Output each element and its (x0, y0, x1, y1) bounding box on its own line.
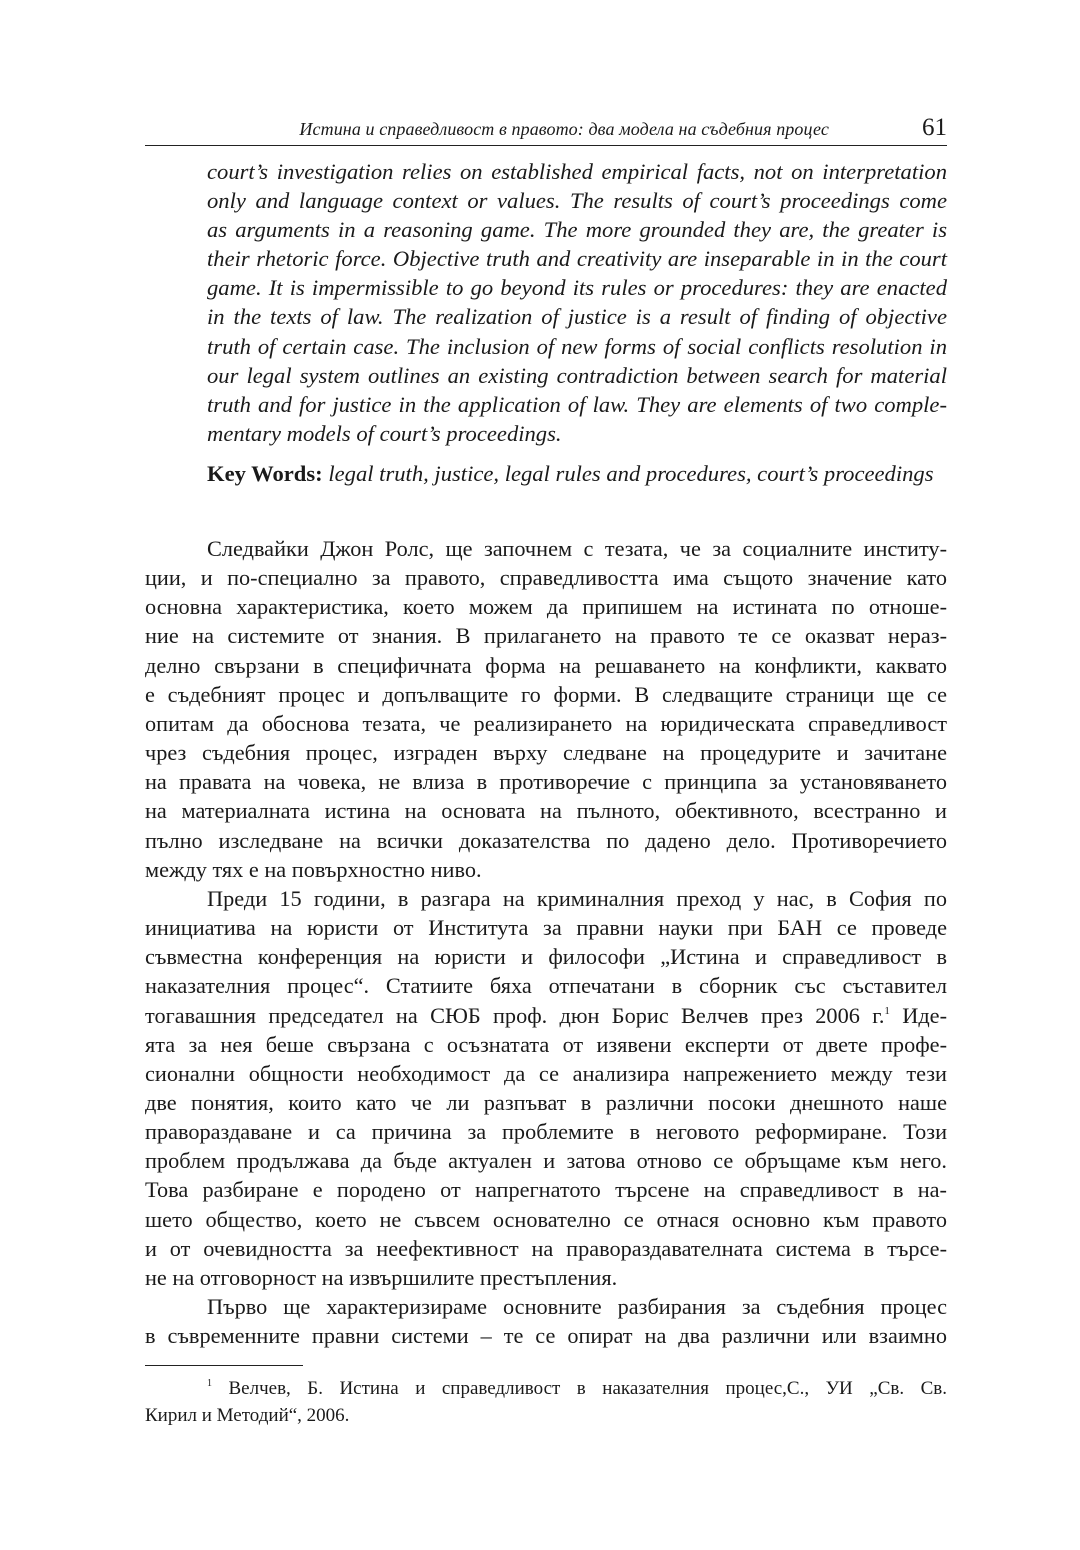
abstract-line: truth and for justice in the application of law. They are elements of two comple- (207, 391, 947, 417)
footnote (145, 1376, 947, 1429)
keywords-label: Key Words: (207, 461, 323, 486)
body-line (145, 1001, 947, 1030)
body-line: сионални общности необходимост да се анализира напрежението между тези (145, 1060, 947, 1086)
footnote-line (145, 1376, 947, 1403)
body-line: проблем продължава да бъде актуален и затова отново се обръщаме към него. (145, 1148, 947, 1174)
page-number: 61 (922, 114, 947, 141)
abstract-line: game. It is impermissible to go beyond its rules or procedures: they are enacted (207, 275, 947, 301)
body-line: правораздаване и са причина за проблемите в неговото реформиране. Този (145, 1119, 947, 1145)
body-line: на материалната истина на основата на пълното, обективното, всестранно и (145, 798, 947, 824)
body-line: в съвременните правни системи – те се опират на два различни или взаимно (145, 1323, 947, 1349)
footnote-reference[interactable]: 1 (884, 1004, 890, 1017)
body-line: и от очевидността за неефективност на правораздавателната система в търсе- (145, 1235, 947, 1261)
body-text (145, 534, 947, 1350)
body-line: между тях е на повърхностно ниво. (145, 856, 482, 882)
body-line: на правата на човека, не влиза в противоречие с принципа за установяването (145, 769, 947, 795)
english-abstract (207, 157, 947, 448)
body-line: две понятия, които като че ли разпъват в различни посоки днешното наше (145, 1089, 947, 1115)
body-line: чрез съдебния процес, изграден върху следване на процедурите и зачитане (145, 740, 947, 766)
abstract-line: our legal system outlines an existing contradiction between search for material (207, 362, 947, 388)
keywords-text: legal truth, justice, legal rules and procedures, court’s proceedings (328, 461, 934, 486)
running-header (145, 113, 947, 146)
body-line: Първо ще характеризираме основните разбирания за съдебния процес (207, 1294, 947, 1320)
running-title: Истина и справедливост в правото: два модела на съдебния процес (299, 119, 829, 139)
body-line: Това разбиране е породено от напрегнатото търсене на справедливост в на- (145, 1177, 947, 1203)
body-line: Следвайки Джон Ролс, ще започнем с тезата, че за социалните институ- (207, 536, 947, 561)
body-line: не на отговорност на извършилите престъпления. (145, 1264, 618, 1290)
body-line: съвместна конференция на юристи и философи „Истина и справедливост в (145, 944, 947, 970)
body-line: е съдебният процес и допълващите го форми. В следващите страници ще се (145, 681, 947, 707)
body-line: опитам да обосновa тезата, че реализирането на юридическата справедливост (145, 710, 947, 736)
body-line: наказателния процес“. Статиите бяха отпечатани в сборник със съставител (145, 973, 947, 999)
abstract-line: mentary models of court’s proceedings. (207, 420, 562, 446)
body-line: ята за нея беше свързана с осъзнатата от изявени експерти от двете профе- (145, 1031, 947, 1057)
body-line: пълно изследване на всички доказателства по дадено дело. Противоречието (145, 827, 947, 853)
abstract-line: as arguments in a reasoning game. The more grounded they are, the greater is (207, 217, 947, 243)
abstract-line: their rhetoric force. Objective truth and creativity are inseparable in in the court (207, 246, 947, 272)
footnote-marker: 1 (207, 1378, 212, 1389)
book-page (145, 0, 947, 1550)
abstract-line: in the texts of law. The realization of justice is a result of finding of objective (207, 304, 947, 330)
body-line: шето общество, което не съвсем основателно се отнася основно към правото (145, 1206, 947, 1232)
keywords (207, 459, 967, 488)
footnote-divider (145, 1365, 303, 1366)
body-line: делно свързани в специфичната форма на решаването на конфликти, каквато (145, 652, 947, 678)
body-line: основна характеристика, което можем да припишем на истината по отноше- (145, 594, 947, 620)
abstract-line: truth of certain case. The inclusion of new forms of social conflicts resolution in (207, 333, 947, 359)
abstract-line: only and language context or values. The results of court’s proceedings come (207, 188, 947, 214)
footnote-line: Кирил и Методий“, 2006. (145, 1404, 350, 1426)
body-line-text: тогавашния председател на СЮБ проф. дюн Борис Велчев през 2006 г. (145, 1002, 885, 1028)
footnote-text: Велчев, Б. Истина и справедливост в наказателния процес,С., УИ „Св. Св. (212, 1378, 947, 1399)
body-line: Преди 15 години, в разгара на криминалния преход у нас, в София по (207, 885, 947, 911)
body-line-text: Иде- (889, 1002, 947, 1028)
body-line: ние на системите от знания. В прилагането на правото те се оказват нераз- (145, 623, 947, 649)
body-line: инициатива на юристи от Института за правни науки при БАН се проведе (145, 915, 947, 941)
abstract-line: court’s investigation relies on established empirical facts, not on interpretation (207, 159, 947, 184)
body-line: ции, и по-специално за правото, справедливостта има същото значение като (145, 565, 947, 591)
